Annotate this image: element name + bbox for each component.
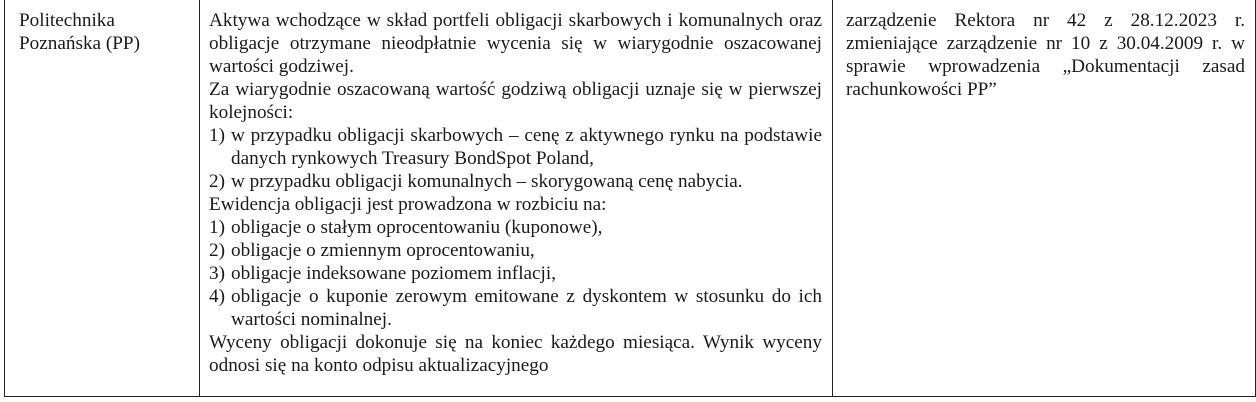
list-item-number: 3): [209, 263, 225, 284]
list-item: [209, 216, 822, 239]
records-lead: Ewidencja obligacji jest prowadzona w rozbiciu na:: [209, 194, 607, 215]
list-item: [209, 285, 822, 331]
list-item-text: obligacje o zmiennym oprocentowaniu,: [231, 240, 535, 261]
list-item-text: obligacje indeksowane poziomem inflacji,: [231, 263, 557, 284]
list-item: [209, 262, 822, 285]
fair-value-lead: Za wiarygodnie oszacowaną wartość godziwą obligacji uznaje się w pierwszej kolejności:: [209, 79, 822, 123]
list-item-text: obligacje o kuponie zerowym emitowane z dyskontem w stosunku do ich wartości nominalnej.: [231, 286, 822, 330]
list-item-number: 2): [209, 240, 225, 261]
list-item: [209, 170, 822, 193]
regulation-cell: [833, 0, 1256, 397]
list-item-text: w przypadku obligacji komunalnych – skorygowaną cenę nabycia.: [231, 171, 743, 192]
list-item-number: 1): [209, 217, 225, 238]
list-item: [209, 124, 822, 170]
list-item: [209, 239, 822, 262]
accounting-policy-table: [4, 0, 1256, 397]
list-item-text: obligacje o stałym oprocentowaniu (kuponowe),: [231, 217, 603, 238]
list-item-number: 4): [209, 286, 225, 307]
institution-name: Politechnika Poznańska (PP): [19, 10, 140, 54]
regulation-text: zarządzenie Rektora nr 42 z 28.12.2023 r. zmieniające zarządzenie nr 10 z 30.04.2009 r. w sprawie wprowadzenia „Dokumentacji zasad rachunkowości PP”: [846, 10, 1245, 100]
table-row: [5, 0, 1256, 397]
valuation-closing: Wyceny obligacji dokonuje się na koniec każdego miesiąca. Wynik wyceny odnosi się na konto odpisu aktualizacyjnego: [209, 332, 822, 376]
list-item-number: 2): [209, 171, 225, 192]
institution-cell: [5, 0, 200, 397]
list-item-text: w przypadku obligacji skarbowych – cenę z aktywnego rynku na podstawie danych rynkowych Treasury BondSpot Poland,: [231, 125, 822, 169]
valuation-cell: [200, 0, 833, 397]
valuation-intro: Aktywa wchodzące w skład portfeli obligacji skarbowych i komunalnych oraz obligacje otrzymane nieodpłatnie wycenia się w wiarygodnie oszacowanej wartości godziwej.: [209, 10, 822, 77]
list-item-number: 1): [209, 125, 225, 146]
